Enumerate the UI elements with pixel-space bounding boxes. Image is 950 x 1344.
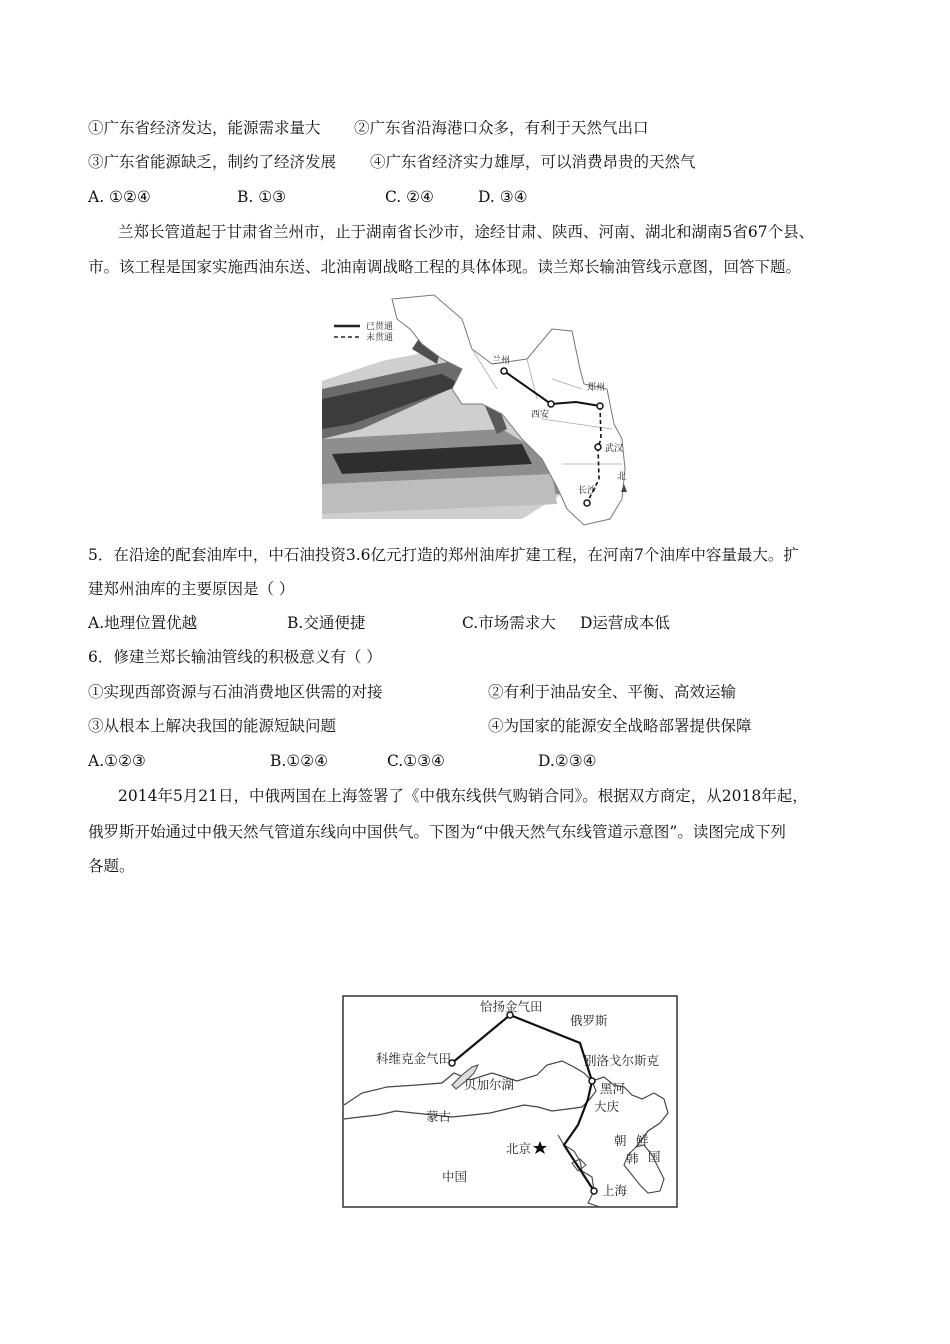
legend-unbuilt: 未贯通 — [366, 333, 394, 343]
label-chayanda: 恰扬金气田 — [480, 999, 543, 1014]
q5-choice-c: C.市场需求大 — [462, 614, 556, 632]
q4-option-4: ④广东省经济实力雄厚，可以消费昂贵的天然气 — [370, 153, 696, 171]
city-xian: 西安 — [531, 410, 550, 420]
label-xian: 鲜 — [636, 1133, 649, 1148]
q5-choice-b: B.交通便捷 — [287, 614, 366, 632]
q5-stem-line2: 建郑州油库的主要原因是（ ） — [88, 580, 295, 598]
q6-choice-a: A.①②③ — [88, 752, 146, 770]
label-daqing: 大庆 — [594, 1099, 620, 1114]
q6-option-3: ③从根本上解决我国的能源短缺问题 — [88, 717, 337, 735]
label-belogorsk: 别洛戈尔斯克 — [584, 1053, 660, 1068]
passage2-line2: 俄罗斯开始通过中俄天然气管道东线向中国供气。下图为“中俄天然气东线管道示意图”。读图完成下列 — [88, 823, 786, 841]
label-baikal: 贝加尔湖 — [464, 1077, 515, 1092]
q6-choice-b: B.①②④ — [270, 752, 329, 770]
svg-text:北: 北 — [617, 472, 627, 482]
label-mongolia: 蒙古 — [426, 1109, 452, 1124]
label-kovykta: 科维克金气田 — [376, 1051, 452, 1066]
label-han: 韩 — [626, 1151, 639, 1166]
q6-option-1: ①实现西部资源与石油消费地区供需的对接 — [88, 683, 383, 701]
label-shanghai: 上海 — [602, 1183, 628, 1198]
passage1-line1: 兰郑长管道起于甘肃省兰州市，止于湖南省长沙市，途经甘肃、陕西、河南、湖北和湖南5省67个县、 — [118, 223, 815, 241]
q6-stem: 6．修建兰郑长输油管线的积极意义有（ ） — [88, 648, 382, 666]
label-guo: 国 — [648, 1149, 661, 1164]
label-chao: 朝 — [614, 1133, 627, 1148]
q4-choice-c: C. ②④ — [385, 188, 434, 206]
legend-built: 已贯通 — [366, 322, 394, 332]
q6-option-2: ②有利于油品安全、平衡、高效运输 — [488, 683, 737, 701]
q4-option-1: ①广东省经济发达，能源需求量大 — [88, 119, 321, 137]
pipeline-map — [322, 289, 640, 527]
label-heihe: 黑河 — [600, 1081, 626, 1096]
passage2-line3: 各题。 — [88, 857, 135, 875]
q5-choice-a: A.地理位置优越 — [88, 614, 198, 632]
city-wuhan: 武汉 — [605, 444, 624, 454]
q4-choice-a: A. ①②④ — [88, 188, 151, 206]
q4-choice-d: D. ③④ — [478, 188, 528, 206]
label-russia: 俄罗斯 — [570, 1013, 608, 1028]
gas-pipeline-map — [342, 995, 678, 1208]
q6-choice-d: D.②③④ — [538, 752, 597, 770]
q5-stem-line1: 5．在沿途的配套油库中，中石油投资3.6亿元打造的郑州油库扩建工程，在河南7个油库中容量最大。扩 — [88, 546, 799, 564]
passage1-line2: 市。该工程是国家实施西油东送、北油南调战略工程的具体体现。读兰郑长输油管线示意图，回答下题。 — [88, 258, 802, 276]
q6-choice-c: C.①③④ — [387, 752, 445, 770]
city-changsha: 长沙 — [578, 486, 597, 496]
q4-choice-b: B. ①③ — [237, 188, 287, 206]
q4-option-2: ②广东省沿海港口众多，有利于天然气出口 — [354, 119, 649, 137]
label-beijing: 北京 — [506, 1141, 532, 1156]
city-zhengzhou: 郑州 — [587, 383, 606, 393]
label-china: 中国 — [442, 1169, 468, 1184]
q5-choice-d: D运营成本低 — [580, 614, 670, 632]
passage2-line1: 2014年5月21日，中俄两国在上海签署了《中俄东线供气购销合同》。根据双方商定，从2018年起， — [118, 787, 808, 805]
q6-option-4: ④为国家的能源安全战略部署提供保障 — [488, 717, 752, 735]
q4-option-3: ③广东省能源缺乏，制约了经济发展 — [88, 153, 337, 171]
city-lanzhou: 兰州 — [492, 356, 511, 366]
